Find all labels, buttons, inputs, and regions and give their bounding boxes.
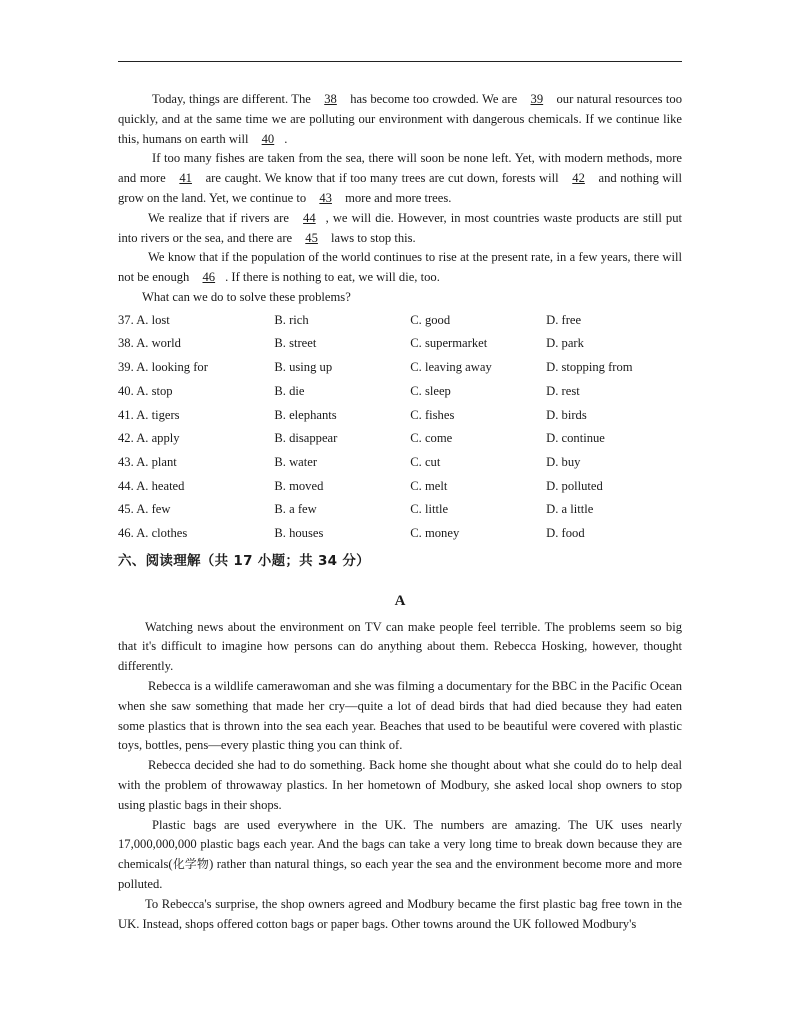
- option-row-39: [118, 356, 682, 380]
- text: ) rather than natural things, so each year the sea and the environment become more and more polluted.: [118, 857, 682, 891]
- blank-41: 41: [179, 171, 192, 186]
- option: B. die: [274, 383, 305, 398]
- options-list: [118, 309, 682, 546]
- option: D. food: [546, 525, 585, 540]
- option: D. continue: [546, 431, 605, 446]
- text: We realize that if rivers are: [148, 210, 294, 225]
- option: C. money: [410, 525, 460, 540]
- passage-letter: A: [394, 592, 406, 609]
- option: D. park: [546, 336, 584, 351]
- option: 42. A. apply: [118, 431, 180, 446]
- document-page: [118, 90, 682, 934]
- option: 39. A. looking for: [118, 360, 208, 375]
- text: our natural resources too quickly, and at the same time we are polluting our environment with dangerous chemicals. If we continue like this, humans on earth will: [118, 92, 682, 146]
- blank-40: 40: [261, 131, 275, 146]
- text: , we will die. However, in most countries waste products are still put into rivers or the sea, and there are: [118, 210, 682, 245]
- text: Plastic bags are used everywhere in the UK. The numbers are amazing. The UK uses nearly 17,000,000,000 plastic bags each year. And the bags can take a very long time to break down because they are chemicals(: [118, 817, 682, 872]
- option-row-43: [118, 451, 682, 475]
- option-row-42: [118, 427, 682, 451]
- text: are caught. We know that if too many trees are cut down, forests will: [201, 171, 563, 186]
- option: 41. A. tigers: [118, 407, 180, 422]
- chinese-gloss: 化学物: [172, 857, 210, 872]
- option: C. sleep: [410, 383, 451, 398]
- blank-43: 43: [319, 190, 332, 205]
- text: more and more trees.: [341, 190, 452, 205]
- cloze-paragraph-1: [118, 90, 682, 149]
- option: C. fishes: [410, 407, 455, 422]
- option: 38. A. world: [118, 336, 181, 351]
- option: D. free: [546, 312, 582, 327]
- option: B. elephants: [274, 407, 337, 422]
- option: 46. A. clothes: [118, 525, 188, 540]
- option: D. stopping from: [546, 360, 633, 375]
- blank-46: 46: [202, 270, 216, 285]
- text: .: [284, 131, 288, 146]
- option: C. little: [410, 502, 449, 517]
- option: B. moved: [274, 478, 324, 493]
- cloze-paragraph-2: [118, 149, 682, 208]
- option: B. using up: [274, 360, 333, 375]
- option: C. come: [410, 431, 453, 446]
- cloze-paragraph-4: [118, 248, 682, 288]
- text: We know that if the population of the world continues to rise at the present rate, in a few years, there will not be enough: [118, 250, 682, 285]
- cloze-question: What can we do to solve these problems?: [142, 289, 351, 304]
- option: 37. A. lost: [118, 312, 170, 327]
- option: C. supermarket: [410, 336, 488, 351]
- option: D. birds: [546, 407, 587, 422]
- text: If too many fishes are taken from the sea, there will soon be none left. Yet, with modern methods, more and more: [118, 151, 682, 186]
- reading-paragraph-3: Rebecca decided she had to do something. Back home she thought about what she could do to help deal with the problem of throwaway plastics. In her hometown of Modbury, she asked local shop owners to stop using plastic bags in their shops.: [118, 758, 682, 812]
- option: B. water: [274, 454, 318, 469]
- text: and nothing will grow on the land. Yet, we continue to: [118, 171, 683, 205]
- option: C. melt: [410, 478, 448, 493]
- option: D. buy: [546, 454, 581, 469]
- reading-paragraph-4: [118, 816, 682, 895]
- option: D. a little: [546, 502, 594, 517]
- option: D. rest: [546, 383, 580, 398]
- header-rule: [118, 61, 682, 62]
- cloze-paragraph-3: [118, 209, 682, 249]
- section-title: 六、阅读理解（共 17 小题；共 34 分）: [118, 552, 370, 569]
- reading-paragraph-1: Watching news about the environment on TV can make people feel terrible. The problems seem so big that it's difficult to imagine how persons can do anything about them. Rebecca Hosking, however, thought differently.: [118, 619, 682, 674]
- option-row-45: [118, 498, 682, 522]
- option: B. disappear: [274, 431, 338, 446]
- option: C. cut: [410, 454, 441, 469]
- reading-paragraph-2: Rebecca is a wildlife camerawoman and she was filming a documentary for the BBC in the Pacific Ocean when she saw something that made her cry—quite a lot of dead birds that had died because they had eaten some plastics that is thrown into the sea each year. Beaches that used to be beautiful were covered with plastic toys, bottles, pens—every plastic thing you can think of.: [118, 679, 682, 753]
- option: 44. A. heated: [118, 478, 185, 493]
- option: B. rich: [274, 312, 309, 327]
- blank-38: 38: [324, 92, 337, 106]
- option-row-38: [118, 332, 682, 356]
- text: has become too crowded. We are: [346, 92, 521, 106]
- option: D. polluted: [546, 478, 603, 493]
- option: C. good: [410, 312, 451, 327]
- option: 43. A. plant: [118, 454, 177, 469]
- option-row-41: [118, 404, 682, 428]
- option: B. houses: [274, 525, 324, 540]
- blank-45: 45: [305, 230, 318, 245]
- blank-42: 42: [572, 171, 585, 186]
- option: B. street: [274, 336, 317, 351]
- option-row-37: [118, 309, 682, 333]
- text: . If there is nothing to eat, we will die, too.: [225, 270, 440, 285]
- text: Today, things are different. The: [152, 92, 315, 106]
- blank-44: 44: [303, 210, 316, 225]
- option: 40. A. stop: [118, 383, 173, 398]
- blank-39: 39: [530, 92, 544, 106]
- option: B. a few: [274, 502, 317, 517]
- option-row-40: [118, 380, 682, 404]
- option: C. leaving away: [410, 360, 492, 375]
- option: 45. A. few: [118, 502, 171, 517]
- option-row-44: [118, 475, 682, 499]
- text: laws to stop this.: [327, 230, 416, 245]
- option-row-46: [118, 522, 682, 546]
- reading-paragraph-5: To Rebecca's surprise, the shop owners agreed and Modbury became the first plastic bag free town in the UK. Instead, shops offered cotton bags or paper bags. Other towns around the UK followed Modbury's: [118, 896, 682, 931]
